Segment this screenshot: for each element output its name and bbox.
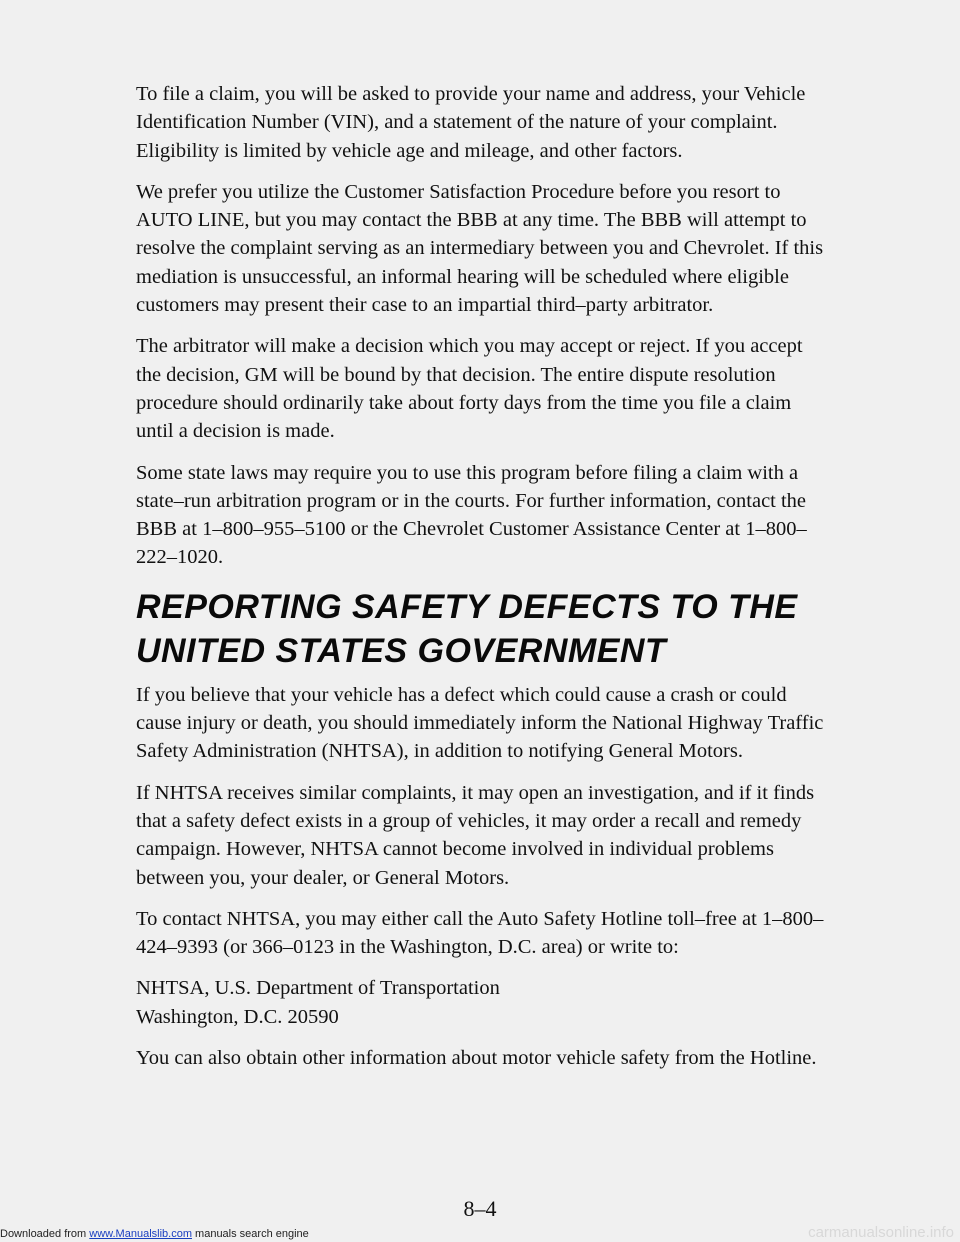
section-heading-line-1: REPORTING SAFETY DEFECTS TO THE: [136, 587, 798, 626]
section-heading-line-2: UNITED STATES GOVERNMENT: [136, 631, 667, 670]
paragraph-arbitrator-decision: The arbitrator will make a decision which you may accept or reject. If you accept the decision, GM will be bound by that decision. The entire dispute resolution procedure should ordinarily take about forty days from the time you file a claim until a decision is made.: [136, 335, 803, 443]
page-number: 8–4: [463, 1196, 497, 1221]
footer-prefix: Downloaded from: [0, 1228, 90, 1240]
paragraph-defect-report: If you believe that your vehicle has a defect which could cause a crash or could cause injury or death, you should immediately inform the National Highway Traffic Safety Administration (NHTSA), in addition to notifying General Motors.: [136, 683, 824, 763]
footer-suffix: manuals search engine: [191, 1228, 309, 1240]
section-heading: [136, 585, 826, 673]
address-line-1: NHTSA, U.S. Department of Transportation: [136, 977, 500, 1000]
paragraph-nhtsa-investigation: If NHTSA receives similar complaints, it may open an investigation, and if it finds that a safety defect exists in a group of vehicles, it may order a recall and remedy campaign. However, NHTSA cannot become involved in individual problems between you, your dealer, or General Motors.: [136, 781, 815, 889]
page-content: [136, 80, 826, 1085]
paragraph-claim-filing: To file a claim, you will be asked to provide your name and address, your Vehicle Identification Number (VIN), and a statement of the nature of your complaint. Eligibility is limited by vehicle age and mileage, and other factors.: [136, 83, 806, 162]
paragraph-state-laws: Some state laws may require you to use this program before filing a claim with a state–run arbitration program or in the courts. For further information, contact the BBB at 1–800–955–5100 or the Chevrolet Customer Assistance Center at 1–800–222–1020.: [136, 461, 807, 569]
paragraph-hotline-info: You can also obtain other information about motor vehicle safety from the Hotline.: [136, 1047, 817, 1070]
watermark-text: carmanualsonline.info: [808, 1224, 954, 1241]
download-footer: [0, 1228, 309, 1240]
address-line-2: Washington, D.C. 20590: [136, 1005, 339, 1028]
mailing-address: [136, 974, 826, 1031]
paragraph-contact-nhtsa: To contact NHTSA, you may either call the Auto Safety Hotline toll–free at 1–800–424–9393 (or 366–0123 in the Washington, D.C. area) or write to:: [136, 907, 824, 959]
paragraph-customer-satisfaction: We prefer you utilize the Customer Satisfaction Procedure before you resort to AUTO LINE, but you may contact the BBB at any time. The BBB will attempt to resolve the complaint serving as an intermediary between you and Chevrolet. If this mediation is unsuccessful, an informal hearing will be scheduled where eligible customers may present their case to an impartial third–party arbitrator.: [136, 180, 824, 317]
manualslib-link[interactable]: www.Manualslib.com: [89, 1228, 192, 1240]
